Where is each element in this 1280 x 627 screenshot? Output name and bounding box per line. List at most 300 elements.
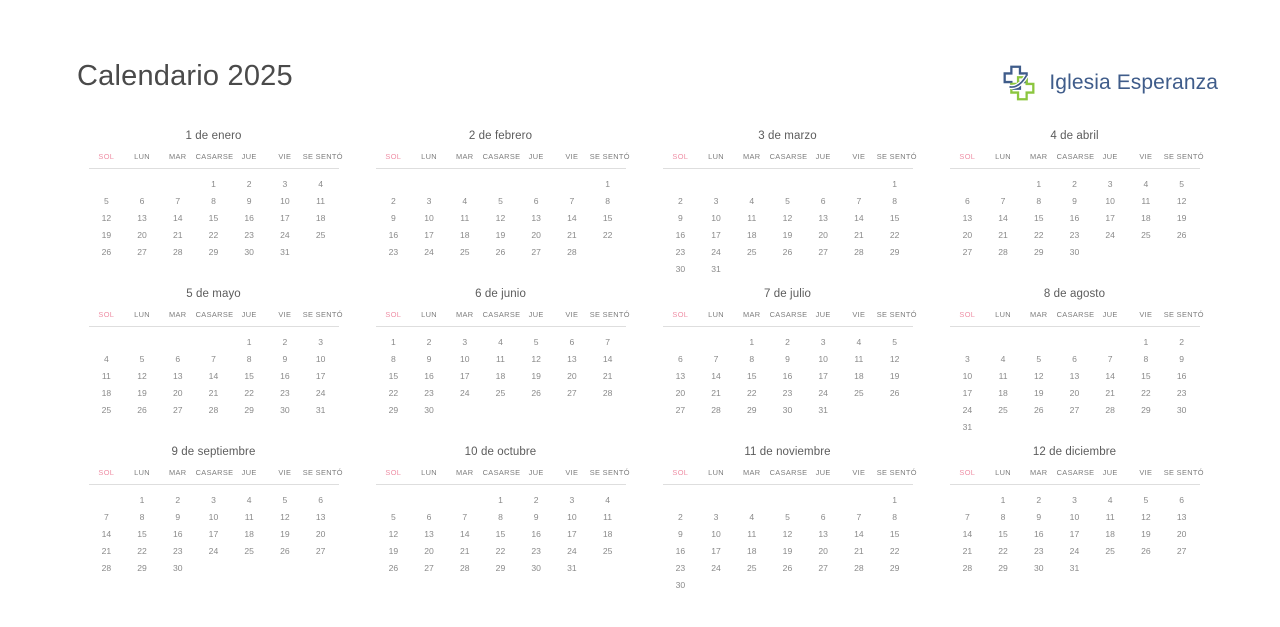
day-cell[interactable]: 21 xyxy=(854,229,864,240)
day-cell[interactable]: 29 xyxy=(998,562,1008,573)
day-cell[interactable]: 11 xyxy=(316,195,326,206)
day-cell-holiday[interactable]: 25 xyxy=(101,404,112,415)
day-cell[interactable]: 29 xyxy=(244,404,254,415)
day-cell[interactable]: 27 xyxy=(531,246,541,257)
day-cell[interactable]: 3 xyxy=(318,336,323,347)
day-cell[interactable]: 27 xyxy=(1069,404,1080,415)
day-cell[interactable]: 21 xyxy=(711,387,721,398)
day-cell[interactable]: 20 xyxy=(1176,528,1187,539)
day-cell[interactable]: 2 xyxy=(1179,336,1184,347)
day-cell-holiday[interactable]: 5 xyxy=(390,511,396,522)
day-cell[interactable]: 8 xyxy=(605,195,610,206)
day-cell[interactable]: 9 xyxy=(1036,511,1042,522)
day-cell-holiday[interactable]: 9 xyxy=(390,212,396,223)
day-cell[interactable]: 9 xyxy=(785,353,790,364)
day-cell[interactable]: 24 xyxy=(280,229,290,240)
day-cell[interactable]: 4 xyxy=(749,195,755,206)
day-cell[interactable]: 19 xyxy=(782,545,793,556)
day-cell[interactable]: 25 xyxy=(746,562,757,573)
day-cell-holiday[interactable]: 16 xyxy=(675,545,686,556)
day-cell[interactable]: 24 xyxy=(424,246,434,257)
day-cell[interactable]: 4 xyxy=(318,178,323,189)
day-cell[interactable]: 26 xyxy=(137,404,147,415)
day-cell[interactable]: 11 xyxy=(496,353,505,364)
day-cell-holiday[interactable]: 3 xyxy=(569,494,575,505)
day-cell[interactable]: 2 xyxy=(246,178,252,189)
day-cell[interactable]: 25 xyxy=(244,545,254,556)
day-cell[interactable]: 25 xyxy=(746,246,757,257)
day-cell[interactable]: 8 xyxy=(1036,195,1042,206)
day-cell[interactable]: 19 xyxy=(889,370,900,381)
day-cell[interactable]: 21 xyxy=(998,229,1008,240)
day-cell-holiday[interactable]: 3 xyxy=(713,195,719,206)
day-cell-holiday[interactable]: 5 xyxy=(103,195,109,206)
day-cell[interactable]: 11 xyxy=(747,212,757,223)
day-cell[interactable]: 24 xyxy=(711,246,721,257)
day-cell[interactable]: 20 xyxy=(818,545,828,556)
day-cell[interactable]: 13 xyxy=(1069,370,1080,381)
day-cell[interactable]: 1 xyxy=(1036,178,1042,189)
day-cell[interactable]: 14 xyxy=(711,370,721,381)
day-cell[interactable]: 4 xyxy=(498,336,503,347)
day-cell-holiday[interactable]: 28 xyxy=(101,562,112,573)
day-cell-holiday[interactable]: 2 xyxy=(677,195,683,206)
day-cell[interactable]: 24 xyxy=(459,387,470,398)
day-cell[interactable]: 12 xyxy=(782,528,793,539)
day-cell[interactable]: 4 xyxy=(749,511,755,522)
day-cell[interactable]: 26 xyxy=(531,387,541,398)
day-cell[interactable]: 18 xyxy=(495,370,506,381)
day-cell[interactable]: 30 xyxy=(1033,562,1044,573)
day-cell[interactable]: 6 xyxy=(1072,353,1077,364)
day-cell[interactable]: 14 xyxy=(998,212,1008,223)
day-cell[interactable]: 8 xyxy=(892,511,897,522)
day-cell[interactable]: 22 xyxy=(495,545,506,556)
day-cell[interactable]: 22 xyxy=(244,387,254,398)
day-cell[interactable]: 7 xyxy=(569,195,575,206)
day-cell[interactable]: 27 xyxy=(172,404,183,415)
day-cell[interactable]: 12 xyxy=(137,370,147,381)
day-cell[interactable]: 12 xyxy=(495,212,506,223)
day-cell[interactable]: 26 xyxy=(1141,545,1151,556)
day-cell[interactable]: 5 xyxy=(533,336,539,347)
day-cell[interactable]: 2 xyxy=(1036,494,1042,505)
day-cell-holiday[interactable]: 11 xyxy=(101,370,111,381)
day-cell[interactable]: 1 xyxy=(605,178,610,189)
day-cell-holiday[interactable]: 16 xyxy=(675,229,686,240)
day-cell[interactable]: 27 xyxy=(818,562,828,573)
day-cell[interactable]: 5 xyxy=(1143,494,1149,505)
day-cell[interactable]: 14 xyxy=(854,212,864,223)
day-cell[interactable]: 28 xyxy=(567,246,577,257)
day-cell[interactable]: 20 xyxy=(818,229,828,240)
day-cell-holiday[interactable]: 10 xyxy=(962,370,973,381)
day-cell[interactable]: 13 xyxy=(137,212,147,223)
day-cell[interactable]: 17 xyxy=(1069,528,1080,539)
day-cell[interactable]: 19 xyxy=(280,528,290,539)
day-cell-holiday[interactable]: 16 xyxy=(388,229,399,240)
day-cell[interactable]: 3 xyxy=(282,178,288,189)
day-cell[interactable]: 28 xyxy=(854,246,864,257)
day-cell[interactable]: 14 xyxy=(208,370,219,381)
day-cell[interactable]: 10 xyxy=(208,511,219,522)
day-cell[interactable]: 4 xyxy=(856,336,862,347)
day-cell[interactable]: 21 xyxy=(567,229,577,240)
day-cell[interactable]: 10 xyxy=(818,353,828,364)
day-cell[interactable]: 23 xyxy=(424,387,434,398)
day-cell-holiday[interactable]: 1 xyxy=(390,336,396,347)
day-cell[interactable]: 18 xyxy=(854,370,864,381)
day-cell[interactable]: 18 xyxy=(244,528,254,539)
day-cell[interactable]: 2 xyxy=(175,494,181,505)
day-cell-holiday[interactable]: 9 xyxy=(533,511,539,522)
day-cell[interactable]: 26 xyxy=(495,246,506,257)
day-cell[interactable]: 25 xyxy=(998,404,1008,415)
day-cell[interactable]: 17 xyxy=(208,528,219,539)
day-cell[interactable]: 16 xyxy=(172,528,183,539)
day-cell[interactable]: 15 xyxy=(495,528,506,539)
day-cell[interactable]: 13 xyxy=(424,528,434,539)
day-cell[interactable]: 15 xyxy=(137,528,147,539)
day-cell-holiday[interactable]: 30 xyxy=(675,263,686,274)
day-cell[interactable]: 9 xyxy=(1072,195,1077,206)
day-cell[interactable]: 11 xyxy=(244,511,254,522)
day-cell[interactable]: 14 xyxy=(602,353,613,364)
day-cell[interactable]: 18 xyxy=(315,212,326,223)
day-cell[interactable]: 20 xyxy=(1069,387,1080,398)
day-cell[interactable]: 16 xyxy=(782,370,793,381)
day-cell[interactable]: 25 xyxy=(495,387,506,398)
day-cell-holiday[interactable]: 21 xyxy=(101,545,112,556)
day-cell[interactable]: 31 xyxy=(567,562,577,573)
day-cell[interactable]: 21 xyxy=(854,545,864,556)
day-cell[interactable]: 12 xyxy=(889,353,900,364)
day-cell[interactable]: 5 xyxy=(1036,353,1042,364)
day-cell[interactable]: 22 xyxy=(137,545,147,556)
day-cell[interactable]: 10 xyxy=(567,511,577,522)
day-cell[interactable]: 20 xyxy=(424,545,434,556)
day-cell[interactable]: 12 xyxy=(531,353,541,364)
day-cell[interactable]: 18 xyxy=(459,229,470,240)
day-cell[interactable]: 11 xyxy=(1141,195,1151,206)
day-cell[interactable]: 27 xyxy=(567,387,577,398)
day-cell[interactable]: 28 xyxy=(602,387,613,398)
day-cell[interactable]: 30 xyxy=(782,404,793,415)
day-cell[interactable]: 18 xyxy=(1105,528,1115,539)
day-cell-holiday[interactable]: 6 xyxy=(964,195,970,206)
day-cell[interactable]: 24 xyxy=(208,545,219,556)
day-cell[interactable]: 8 xyxy=(749,353,755,364)
day-cell[interactable]: 23 xyxy=(1033,545,1044,556)
day-cell[interactable]: 10 xyxy=(1069,511,1080,522)
day-cell[interactable]: 7 xyxy=(1107,353,1113,364)
day-cell-holiday[interactable]: 23 xyxy=(675,246,686,257)
day-cell[interactable]: 13 xyxy=(1176,511,1187,522)
day-cell[interactable]: 25 xyxy=(854,387,864,398)
day-cell[interactable]: 31 xyxy=(711,263,721,274)
day-cell[interactable]: 28 xyxy=(854,562,864,573)
day-cell[interactable]: 25 xyxy=(1141,229,1151,240)
day-cell[interactable]: 16 xyxy=(244,212,254,223)
day-cell[interactable]: 29 xyxy=(889,246,900,257)
day-cell-holiday[interactable]: 4 xyxy=(103,353,109,364)
day-cell[interactable]: 11 xyxy=(460,212,470,223)
day-cell[interactable]: 1 xyxy=(892,178,897,189)
day-cell-holiday[interactable]: 20 xyxy=(962,229,973,240)
day-cell[interactable]: 10 xyxy=(1105,195,1115,206)
day-cell[interactable]: 15 xyxy=(602,212,613,223)
day-cell-holiday[interactable]: 6 xyxy=(426,511,432,522)
day-cell[interactable]: 8 xyxy=(1143,353,1149,364)
day-cell[interactable]: 22 xyxy=(889,229,900,240)
day-cell[interactable]: 23 xyxy=(172,545,183,556)
day-cell[interactable]: 8 xyxy=(139,511,145,522)
day-cell-holiday[interactable]: 31 xyxy=(962,421,973,432)
day-cell-holiday[interactable]: 18 xyxy=(101,387,112,398)
day-cell[interactable]: 26 xyxy=(280,545,290,556)
day-cell[interactable]: 10 xyxy=(459,353,470,364)
day-cell[interactable]: 20 xyxy=(172,387,183,398)
day-cell[interactable]: 19 xyxy=(782,229,793,240)
day-cell[interactable]: 27 xyxy=(1176,545,1187,556)
day-cell[interactable]: 19 xyxy=(1033,387,1044,398)
day-cell[interactable]: 4 xyxy=(605,494,610,505)
day-cell[interactable]: 1 xyxy=(498,494,503,505)
day-cell[interactable]: 29 xyxy=(137,562,147,573)
day-cell[interactable]: 23 xyxy=(531,545,541,556)
day-cell[interactable]: 22 xyxy=(746,387,757,398)
day-cell[interactable]: 6 xyxy=(318,494,323,505)
day-cell[interactable]: 29 xyxy=(1033,246,1044,257)
day-cell[interactable]: 1 xyxy=(1000,494,1006,505)
day-cell-holiday[interactable]: 29 xyxy=(388,404,399,415)
day-cell[interactable]: 16 xyxy=(531,528,541,539)
day-cell[interactable]: 30 xyxy=(531,562,541,573)
day-cell[interactable]: 21 xyxy=(1105,387,1115,398)
day-cell[interactable]: 28 xyxy=(208,404,219,415)
day-cell[interactable]: 13 xyxy=(315,511,326,522)
day-cell[interactable]: 20 xyxy=(315,528,326,539)
day-cell[interactable]: 1 xyxy=(139,494,145,505)
day-cell[interactable]: 27 xyxy=(137,246,147,257)
day-cell-holiday[interactable]: 27 xyxy=(675,404,686,415)
day-cell[interactable]: 6 xyxy=(139,195,145,206)
day-cell[interactable]: 31 xyxy=(818,404,828,415)
day-cell[interactable]: 16 xyxy=(1176,370,1187,381)
day-cell[interactable]: 7 xyxy=(1000,195,1006,206)
day-cell[interactable]: 18 xyxy=(998,387,1008,398)
day-cell[interactable]: 19 xyxy=(137,387,147,398)
day-cell[interactable]: 12 xyxy=(280,511,290,522)
day-cell[interactable]: 31 xyxy=(280,246,290,257)
day-cell[interactable]: 29 xyxy=(889,562,900,573)
day-cell-holiday[interactable]: 7 xyxy=(462,511,468,522)
day-cell[interactable]: 17 xyxy=(315,370,326,381)
day-cell[interactable]: 18 xyxy=(602,528,613,539)
day-cell[interactable]: 3 xyxy=(426,195,432,206)
day-cell[interactable]: 24 xyxy=(818,387,828,398)
day-cell[interactable]: 19 xyxy=(1141,528,1151,539)
day-cell[interactable]: 25 xyxy=(602,545,613,556)
day-cell[interactable]: 23 xyxy=(1176,387,1187,398)
day-cell-holiday[interactable]: 13 xyxy=(962,212,973,223)
day-cell[interactable]: 28 xyxy=(459,562,470,573)
day-cell[interactable]: 15 xyxy=(244,370,254,381)
day-cell[interactable]: 27 xyxy=(424,562,434,573)
day-cell[interactable]: 19 xyxy=(531,370,541,381)
day-cell[interactable]: 22 xyxy=(889,545,900,556)
day-cell[interactable]: 17 xyxy=(711,229,721,240)
day-cell[interactable]: 10 xyxy=(315,353,326,364)
day-cell[interactable]: 23 xyxy=(280,387,290,398)
day-cell[interactable]: 4 xyxy=(1000,353,1006,364)
day-cell[interactable]: 4 xyxy=(246,494,252,505)
day-cell[interactable]: 6 xyxy=(533,195,539,206)
day-cell[interactable]: 24 xyxy=(1069,545,1080,556)
day-cell-holiday[interactable]: 3 xyxy=(964,353,970,364)
day-cell-holiday[interactable]: 5 xyxy=(139,353,145,364)
day-cell[interactable]: 13 xyxy=(531,212,541,223)
day-cell[interactable]: 22 xyxy=(1033,229,1044,240)
day-cell[interactable]: 4 xyxy=(1143,178,1149,189)
day-cell[interactable]: 26 xyxy=(1033,404,1044,415)
day-cell[interactable]: 20 xyxy=(567,370,577,381)
day-cell[interactable]: 31 xyxy=(315,404,326,415)
day-cell-holiday[interactable]: 12 xyxy=(101,212,112,223)
day-cell-holiday[interactable]: 2 xyxy=(390,195,396,206)
day-cell[interactable]: 23 xyxy=(1069,229,1080,240)
day-cell[interactable]: 11 xyxy=(998,370,1008,381)
day-cell[interactable]: 18 xyxy=(1141,212,1151,223)
day-cell[interactable]: 2 xyxy=(533,494,539,505)
day-cell[interactable]: 28 xyxy=(711,404,721,415)
day-cell-holiday[interactable]: 12 xyxy=(388,528,399,539)
day-cell[interactable]: 15 xyxy=(889,528,900,539)
day-cell[interactable]: 11 xyxy=(854,353,864,364)
day-cell[interactable]: 27 xyxy=(315,545,326,556)
day-cell[interactable]: 23 xyxy=(782,387,793,398)
day-cell[interactable]: 15 xyxy=(208,212,219,223)
day-cell[interactable]: 13 xyxy=(172,370,183,381)
day-cell-holiday[interactable]: 28 xyxy=(962,562,973,573)
day-cell[interactable]: 2 xyxy=(282,336,288,347)
day-cell[interactable]: 22 xyxy=(602,229,613,240)
day-cell[interactable]: 16 xyxy=(1069,212,1080,223)
day-cell-holiday[interactable]: 9 xyxy=(677,212,683,223)
day-cell[interactable]: 2 xyxy=(1072,178,1077,189)
day-cell-holiday[interactable]: 23 xyxy=(388,246,399,257)
day-cell[interactable]: 24 xyxy=(315,387,326,398)
day-cell-holiday[interactable]: 17 xyxy=(962,387,973,398)
day-cell[interactable]: 20 xyxy=(137,229,147,240)
day-cell-holiday[interactable]: 27 xyxy=(962,246,973,257)
day-cell[interactable]: 15 xyxy=(746,370,757,381)
day-cell[interactable]: 13 xyxy=(818,212,828,223)
day-cell[interactable]: 14 xyxy=(1105,370,1115,381)
day-cell[interactable]: 26 xyxy=(782,562,793,573)
day-cell[interactable]: 1 xyxy=(1143,336,1149,347)
day-cell-holiday[interactable]: 8 xyxy=(390,353,396,364)
day-cell[interactable]: 24 xyxy=(567,545,577,556)
day-cell[interactable]: 8 xyxy=(246,353,252,364)
day-cell[interactable]: 6 xyxy=(820,511,826,522)
day-cell[interactable]: 10 xyxy=(280,195,290,206)
day-cell[interactable]: 6 xyxy=(820,195,826,206)
day-cell[interactable]: 7 xyxy=(856,511,862,522)
day-cell[interactable]: 3 xyxy=(462,336,468,347)
day-cell[interactable]: 17 xyxy=(711,545,721,556)
day-cell-holiday[interactable]: 19 xyxy=(388,545,399,556)
day-cell[interactable]: 7 xyxy=(211,353,216,364)
day-cell[interactable]: 25 xyxy=(459,246,470,257)
day-cell[interactable]: 3 xyxy=(1107,178,1113,189)
day-cell[interactable]: 25 xyxy=(315,229,326,240)
day-cell-holiday[interactable]: 6 xyxy=(569,336,575,347)
day-cell[interactable]: 3 xyxy=(211,494,216,505)
day-cell[interactable]: 26 xyxy=(889,387,900,398)
day-cell[interactable]: 4 xyxy=(462,195,468,206)
day-cell[interactable]: 5 xyxy=(282,494,288,505)
day-cell-holiday[interactable]: 30 xyxy=(244,246,254,257)
day-cell[interactable]: 3 xyxy=(713,511,719,522)
day-cell[interactable]: 15 xyxy=(1033,212,1044,223)
day-cell[interactable]: 9 xyxy=(1179,353,1184,364)
day-cell-holiday[interactable]: 6 xyxy=(677,353,683,364)
day-cell[interactable]: 19 xyxy=(1176,212,1187,223)
day-cell[interactable]: 30 xyxy=(1176,404,1187,415)
day-cell[interactable]: 18 xyxy=(746,229,757,240)
day-cell[interactable]: 12 xyxy=(1141,511,1151,522)
day-cell[interactable]: 28 xyxy=(1105,404,1115,415)
day-cell[interactable]: 14 xyxy=(459,528,470,539)
day-cell-holiday[interactable]: 14 xyxy=(962,528,973,539)
day-cell[interactable]: 21 xyxy=(172,229,183,240)
day-cell[interactable]: 1 xyxy=(892,494,897,505)
day-cell-holiday[interactable]: 19 xyxy=(101,229,112,240)
day-cell[interactable]: 9 xyxy=(175,511,181,522)
day-cell-holiday[interactable]: 8 xyxy=(498,511,503,522)
day-cell[interactable]: 22 xyxy=(1141,387,1151,398)
day-cell[interactable]: 19 xyxy=(495,229,506,240)
day-cell[interactable]: 16 xyxy=(280,370,290,381)
day-cell[interactable]: 1 xyxy=(246,336,252,347)
day-cell[interactable]: 16 xyxy=(1033,528,1044,539)
day-cell[interactable]: 22 xyxy=(208,229,219,240)
day-cell[interactable]: 15 xyxy=(889,212,900,223)
day-cell[interactable]: 10 xyxy=(711,212,721,223)
day-cell[interactable]: 5 xyxy=(498,195,503,206)
day-cell[interactable]: 9 xyxy=(282,353,288,364)
day-cell[interactable]: 10 xyxy=(711,528,721,539)
day-cell[interactable]: 24 xyxy=(1105,229,1115,240)
day-cell[interactable]: 4 xyxy=(1107,494,1113,505)
day-cell-holiday[interactable]: 25 xyxy=(1105,545,1115,556)
day-cell-holiday[interactable]: 20 xyxy=(675,387,686,398)
day-cell[interactable]: 7 xyxy=(605,336,610,347)
day-cell[interactable]: 5 xyxy=(785,511,790,522)
day-cell[interactable]: 8 xyxy=(1000,511,1006,522)
day-cell[interactable]: 9 xyxy=(426,353,432,364)
day-cell[interactable]: 3 xyxy=(1072,494,1077,505)
day-cell[interactable]: 1 xyxy=(211,178,216,189)
day-cell[interactable]: 9 xyxy=(246,195,252,206)
day-cell[interactable]: 20 xyxy=(531,229,541,240)
day-cell-holiday[interactable]: 15 xyxy=(1141,370,1151,381)
day-cell[interactable]: 16 xyxy=(424,370,434,381)
day-cell[interactable]: 21 xyxy=(459,545,470,556)
day-cell-holiday[interactable]: 28 xyxy=(172,246,183,257)
day-cell[interactable]: 22 xyxy=(998,545,1008,556)
